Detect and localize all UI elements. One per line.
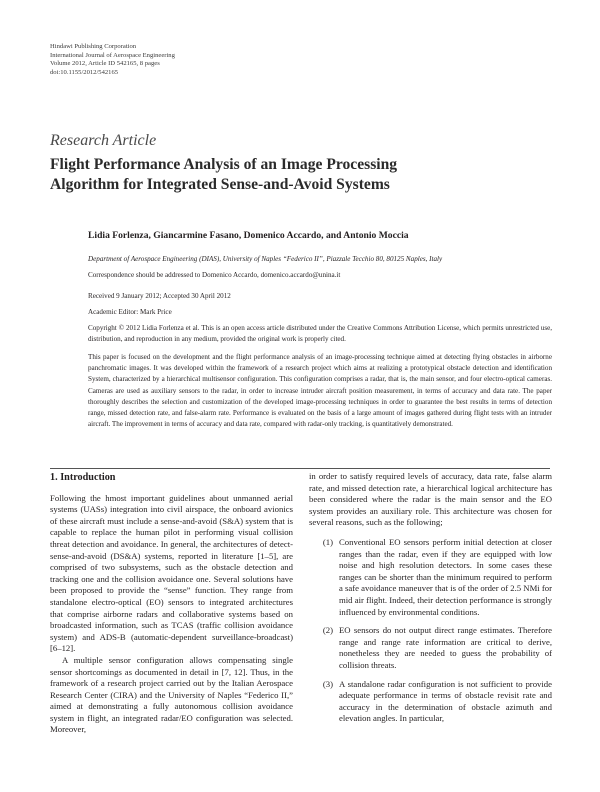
volume-info: Volume 2012, Article ID 542165, 8 pages bbox=[50, 60, 160, 68]
academic-editor: Academic Editor: Mark Price bbox=[88, 308, 172, 316]
doi: doi:10.1155/2012/542165 bbox=[50, 68, 119, 76]
dates: Received 9 January 2012; Accepted 30 April 2012 bbox=[88, 292, 231, 300]
title-line: Algorithm for Integrated Sense-and-Avoid Systems bbox=[50, 175, 390, 193]
journal-name: International Journal of Aerospace Engineering bbox=[50, 51, 175, 59]
list-text: EO sensors do not output direct range estimates. Therefore range and range rate information are critical to derive, nonetheless they are needed to guess the probability of collision threats. bbox=[339, 625, 552, 670]
correspondence: Correspondence should be addressed to Domenico Accardo, domenico.accardo@unina.it bbox=[88, 271, 341, 279]
copyright-notice: Copyright © 2012 Lidia Forlenza et al. This is an open access article distributed under the Creative Commons Attribution License, which permits unrestricted use, distribution, and reproduction in any medium, provided the original work is properly cited. bbox=[88, 324, 552, 344]
title-line: Flight Performance Analysis of an Image Processing bbox=[50, 156, 398, 173]
affiliation: Department of Aerospace Engineering (DIAS), University of Naples “Federico II”, Piazzale Tecchio 80, 80125 Naples, Italy bbox=[88, 255, 443, 263]
abstract: This paper is focused on the development and the flight performance analysis of an image-processing technique aimed at detecting flying obstacles in airborne panchromatic images. It was developed within the framework of a research project which aims at realizing a prototypical obstacle detection and identification System, characterized by a hierarchical multisensor configuration. This configuration comprises a radar, that is, the main sensor, and four electro-optical cameras. Cameras are used as auxiliary sensors to the radar, in order to increase intruder aircraft position measurement, in terms of accuracy and data rate. The paper thoroughly describes the selection and customization of the developed image-processing techniques in order to guarantee the best results in terms of detection range, missed detection rate, and false-alarm rate. Performance is evaluated on the basis of a large amount of images gathered during flight tests with an intruder aircraft. The improvement in terms of accuracy and data rate, compared with radar-only tracking, is quantitatively demonstrated. bbox=[88, 353, 552, 429]
body-paragraph: A multiple sensor configuration allows compensating single sensor shortcomings as documented in detail in [7, 12]. Thus, in the framework of a research project carried out by the Italian Aerospace Research Center (CIRA) and the University of Naples “Federico II,” aimed at demonstrating a fully autonomous collision avoidance system in flight, an integrated radar/EO configuration was selected. Moreover, bbox=[50, 654, 293, 735]
numbered-list bbox=[309, 537, 552, 725]
body-paragraph: in order to satisfy required levels of accuracy, data rate, false alarm rate, and missed detection rate, a hierarchical logical architecture has been considered where the radar is the main sensor and the EO system provides an auxiliary role. This architecture was chosen for several reasons, such as the following; bbox=[309, 471, 552, 528]
authors: Lidia Forlenza, Giancarmine Fasano, Domenico Accardo, and Antonio Moccia bbox=[88, 230, 409, 241]
list-text: Conventional EO sensors perform initial detection at closer ranges than the radar, even if they are equipped with low noise and high resolution detectors. In some cases these ranges can be shorter than the minimum required to perform a safe avoidance maneuver that is of the order of 2.5 NMi for mid air flight. Indeed, their detection performance is strongly influenced by environmental conditions. bbox=[339, 536, 553, 617]
body-paragraph: Following the hmost important guidelines about unmanned aerial systems (UASs) integration into civil airspace, the onboard avionics of these aircraft must include a sense-and-avoid (S&A) system that is capable to replace the human pilot in performing visual collision threat detection and avoidance. In general, the architectures of detect-sense-and-avoid (DS&A) systems, reported in literature [1–5], are comprised of two subsystems, such as the obstacle detection and tracking one and the collision avoidance one. Several solutions have been proposed to provide the “sense” function. They range from standalone electro-optical (EO) sensors to integrated architectures that comprise airborne radars and collaborative systems based on broadcasted information, such as TCAS (traffic collision avoidance system) and ADS-B (automatic-dependent surveillance-broadcast) [6–12]. bbox=[50, 492, 293, 654]
section-divider bbox=[50, 468, 550, 469]
list-item bbox=[309, 537, 552, 618]
list-item bbox=[309, 679, 552, 725]
right-column bbox=[309, 471, 552, 732]
list-item bbox=[309, 625, 552, 671]
left-column bbox=[50, 471, 293, 736]
article-type: Research Article bbox=[50, 132, 157, 149]
list-number: (3) bbox=[322, 678, 333, 689]
paper-title bbox=[50, 155, 510, 194]
list-text: A standalone radar configuration is not sufficient to provide adequate performance in terms of obstacle revisit rate and accuracy in the determination of obstacle azimuth and elevation angles. In particular, bbox=[339, 678, 552, 724]
publisher: Hindawi Publishing Corporation bbox=[50, 43, 137, 50]
list-number: (1) bbox=[322, 536, 333, 547]
list-number: (2) bbox=[322, 625, 333, 636]
section-heading: 1. Introduction bbox=[50, 472, 116, 483]
journal-header bbox=[50, 43, 175, 77]
